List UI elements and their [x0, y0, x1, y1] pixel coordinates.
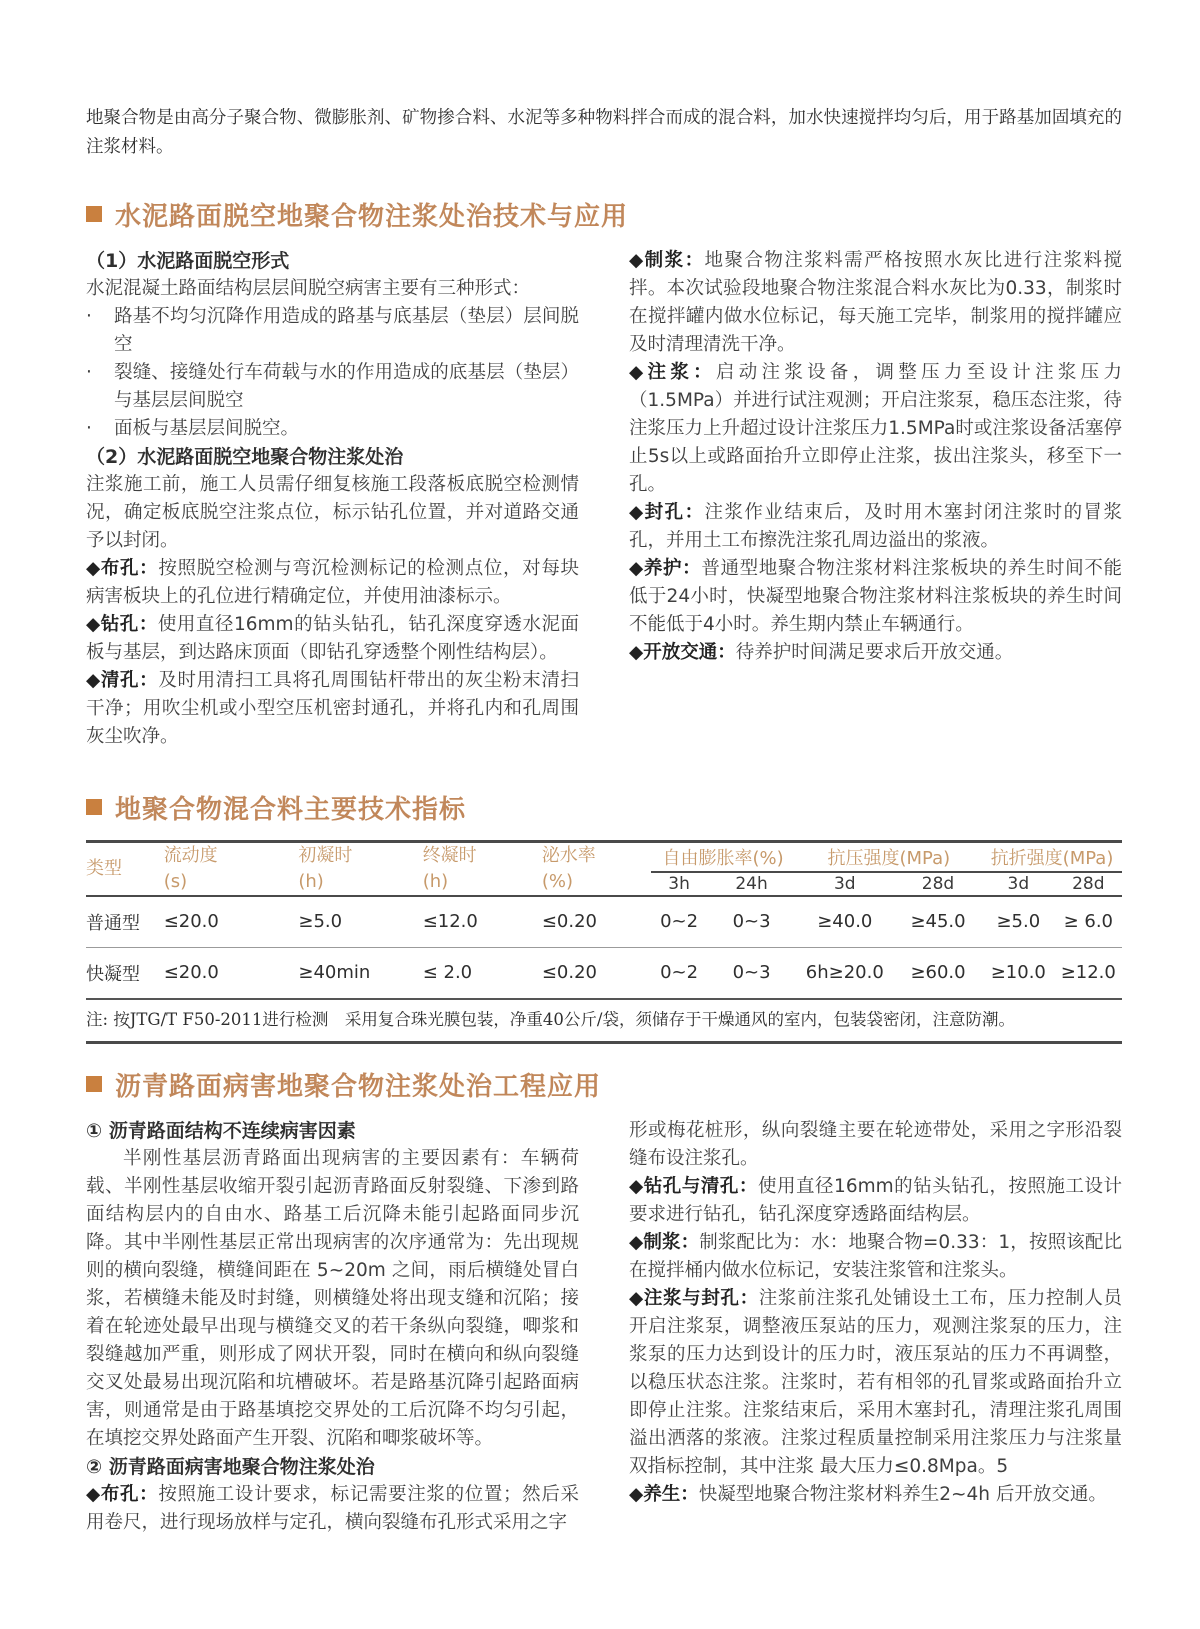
- table-cell: 0~3: [708, 947, 796, 999]
- table-cell: ≥40.0: [796, 896, 894, 948]
- section2-title: [86, 789, 1122, 826]
- section3-right-column: [629, 1117, 1122, 1537]
- table-cell: ≥5.0: [298, 896, 422, 948]
- table-subheader-cell: 3h: [651, 872, 708, 896]
- section3-columns: [86, 1117, 1122, 1537]
- table-header-cell: 泌水率 (%): [542, 841, 651, 896]
- table-cell: ≤12.0: [423, 896, 542, 948]
- section1-left-column: [86, 247, 579, 751]
- section2-title-text: 地聚合物混合料主要技术指标: [115, 794, 467, 825]
- step-paragraph: ◆布孔：按照脱空检测与弯沉检测标记的检测点位，对每块病害板块上的孔位进行精确定位，并使用油漆标示。: [86, 557, 579, 607]
- table-cell: ≥45.0: [894, 896, 982, 948]
- section3-title-text: 沥青路面病害地聚合物注浆处治工程应用: [115, 1071, 602, 1102]
- table-header-cell: 终凝时 (h): [423, 841, 542, 896]
- dot-bullet-icon: ·: [86, 361, 92, 383]
- table-group-header: 自由膨胀率(%): [651, 841, 796, 872]
- table-cell: 6h≥20.0: [796, 947, 894, 999]
- table-header-cell: 类型: [86, 841, 164, 896]
- section3-title: [86, 1066, 1122, 1103]
- spec-table-wrapper: [86, 840, 1122, 1044]
- subsection-heading: （2）水泥路面脱空地聚合物注浆处治: [86, 445, 404, 468]
- section1-columns: [86, 247, 1122, 751]
- paragraph: 形或梅花桩形，纵向裂缝主要在轮迹带处，采用之字形沿裂缝布设注浆孔。: [629, 1119, 1122, 1169]
- step-label: ◆钻孔与清孔：: [629, 1175, 758, 1197]
- table-row: [86, 896, 1122, 948]
- step-label: ◆注浆与封孔：: [629, 1287, 759, 1309]
- table-row: [86, 947, 1122, 999]
- table-cell: ≥5.0: [982, 896, 1055, 948]
- table-cell: ≤20.0: [164, 896, 299, 948]
- step-paragraph: ◆养生：快凝型地聚合物注浆材料养生2~4h 后开放交通。: [629, 1483, 1107, 1505]
- step-label: ◆钻孔：: [86, 613, 158, 635]
- step-paragraph: ◆钻孔与清孔：使用直径16mm的钻头钻孔，按照施工设计要求进行钻孔，钻孔深度穿透路面结构层。: [629, 1175, 1122, 1225]
- step-label: ◆布孔：: [86, 1483, 159, 1505]
- table-header-cell: 流动度 (s): [164, 841, 299, 896]
- table-group-header: 抗压强度(MPa): [796, 841, 982, 872]
- table-cell: 0~2: [651, 947, 708, 999]
- section1-title-text: 水泥路面脱空地聚合物注浆处治技术与应用: [115, 201, 629, 232]
- paragraph: 注浆施工前，施工人员需仔细复核施工段落板底脱空检测情况，确定板底脱空注浆点位，标示钻孔位置，并对道路交通予以封闭。: [86, 473, 579, 551]
- table-cell: 0~3: [708, 896, 796, 948]
- table-row-label: 普通型: [86, 896, 164, 948]
- step-paragraph: ◆钻孔：使用直径16mm的钻头钻孔，钻孔深度穿透水泥面板与基层，到达路床顶面（即钻孔穿透整个刚性结构层）。: [86, 613, 579, 663]
- dot-bullet-icon: ·: [86, 417, 92, 439]
- spec-table: [86, 840, 1122, 1000]
- step-label: ◆清孔：: [86, 669, 159, 691]
- paragraph: 水泥混凝土路面结构层层间脱空病害主要有三种形式：: [86, 277, 531, 299]
- step-label: ◆制浆：: [629, 1231, 700, 1253]
- table-subheader-cell: 24h: [708, 872, 796, 896]
- square-bullet-icon: [86, 1076, 102, 1092]
- step-label: ◆注浆：: [629, 361, 716, 383]
- table-cell: ≥60.0: [894, 947, 982, 999]
- step-paragraph: ◆清孔：及时用清扫工具将孔周围钻杆带出的灰尘粉末清扫干净；用吹尘机或小型空压机密封通孔，并将孔内和孔周围灰尘吹净。: [86, 669, 579, 747]
- paragraph: 半刚性基层沥青路面出现病害的主要因素有：车辆荷载、半刚性基层收缩开裂引起沥青路面反射裂缝、下渗到路面结构层内的自由水、路基工后沉降未能引起路面同步沉降。其中半刚性基层正常出现病害的次序通常为：先出现规则的横向裂缝，横缝间距在 5~20m 之间，雨后横缝处冒白浆，若横缝未能及时封缝，则横缝处将出现支缝和沉陷；接着在轮迹处最早出现与横缝交叉的若干条纵向裂缝，唧浆和裂缝越加严重，则形成了网状开裂，同时在横向和纵向裂缝交叉处最易出现沉陷和坑槽破坏。若是路基沉降引起路面病害，则通常是由于路基填挖交界处的工后沉降不均匀引起，在填挖交界处路面产生开裂、沉陷和唧浆破坏等。: [86, 1147, 579, 1449]
- step-paragraph: ◆制浆：制浆配比为：水：地聚合物=0.33：1，按照该配比在搅拌桶内做水位标记，安装注浆管和注浆头。: [629, 1231, 1122, 1281]
- step-paragraph: ◆制浆：地聚合物注浆料需严格按照水灰比进行注浆料搅拌。本次试验段地聚合物注浆混合料水灰比为0.33，制浆时在搅拌罐内做水位标记，每天施工完毕，制浆用的搅拌罐应及时清理清洗干净。: [629, 249, 1122, 355]
- step-paragraph: ◆封孔：注浆作业结束后，及时用木塞封闭注浆时的冒浆孔，并用土工布擦洗注浆孔周边溢出的浆液。: [629, 501, 1122, 551]
- table-row-label: 快凝型: [86, 947, 164, 999]
- subsection-heading: ① 沥青路面结构不连续病害因素: [86, 1119, 356, 1142]
- square-bullet-icon: [86, 206, 102, 222]
- step-label: ◆养护：: [629, 557, 702, 579]
- subsection-heading: ② 沥青路面病害地聚合物注浆处治: [86, 1455, 375, 1478]
- bullet-item: · 面板与基层层间脱空。: [86, 415, 579, 443]
- table-cell: ≥ 6.0: [1055, 896, 1122, 948]
- step-label: ◆封孔：: [629, 501, 705, 523]
- table-subheader-cell: 28d: [894, 872, 982, 896]
- section1-right-column: [629, 247, 1122, 751]
- square-bullet-icon: [86, 799, 102, 815]
- table-note: 注: 按JTG/T F50-2011进行检测 采用复合珠光膜包装，净重40公斤/袋，须储存于干燥通风的室内，包装袋密闭，注意防潮。: [86, 1000, 1122, 1044]
- table-cell: ≤0.20: [542, 947, 651, 999]
- dot-bullet-icon: ·: [86, 305, 92, 327]
- table-cell: ≤20.0: [164, 947, 299, 999]
- table-cell: ≤ 2.0: [423, 947, 542, 999]
- table-subheader-cell: 3d: [796, 872, 894, 896]
- table-header-row: [86, 841, 1122, 872]
- subsection-heading: （1）水泥路面脱空形式: [86, 249, 290, 272]
- table-subheader-cell: 3d: [982, 872, 1055, 896]
- bullet-item: · 裂缝、接缝处行车荷载与水的作用造成的底基层（垫层）与基层层间脱空: [86, 359, 579, 415]
- step-paragraph: ◆布孔：按照施工设计要求，标记需要注浆的位置；然后采用卷尺，进行现场放样与定孔，横向裂缝布孔形式采用之字: [86, 1483, 579, 1533]
- table-group-header: 抗折强度(MPa): [982, 841, 1122, 872]
- intro-paragraph: 地聚合物是由高分子聚合物、微膨胀剂、矿物掺合料、水泥等多种物料拌合而成的混合料，加水快速搅拌均匀后，用于路基加固填充的注浆材料。: [86, 107, 1122, 157]
- step-paragraph: ◆注浆：启动注浆设备，调整压力至设计注浆压力（1.5MPa）并进行试注观测；开启注浆泵，稳压态注浆，待注浆压力上升超过设计注浆压力1.5MPa时或注浆设备活塞停止5s以上或路面抬升立即停止注浆，拔出注浆头，移至下一孔。: [629, 361, 1122, 495]
- step-label: ◆开放交通：: [629, 641, 736, 663]
- table-cell: ≥40min: [298, 947, 422, 999]
- table-cell: ≥12.0: [1055, 947, 1122, 999]
- step-paragraph: ◆养护：普通型地聚合物注浆材料注浆板块的养生时间不能低于24小时，快凝型地聚合物注浆材料注浆板块的养生时间不能低于4小时。养生期内禁止车辆通行。: [629, 557, 1122, 635]
- table-subheader-cell: 28d: [1055, 872, 1122, 896]
- section3-left-column: [86, 1117, 579, 1537]
- table-cell: ≥10.0: [982, 947, 1055, 999]
- step-paragraph: ◆注浆与封孔：注浆前注浆孔处铺设土工布，压力控制人员开启注浆泵，调整液压泵站的压力，观测注浆泵的压力，注浆泵的压力达到设计的压力时，液压泵站的压力不再调整，以稳压状态注浆。注浆时，若有相邻的孔冒浆或路面抬升立即停止注浆。注浆结束后，采用木塞封孔，清理注浆孔周围溢出洒落的浆液。注浆过程质量控制采用注浆压力与注浆量双指标控制，其中注浆 最大压力≤0.8Mpa。5: [629, 1287, 1122, 1477]
- table-cell: ≤0.20: [542, 896, 651, 948]
- step-label: ◆布孔：: [86, 557, 159, 579]
- step-paragraph: ◆开放交通：待养护时间满足要求后开放交通。: [629, 641, 1014, 663]
- step-label: ◆养生：: [629, 1483, 699, 1505]
- table-cell: 0~2: [651, 896, 708, 948]
- step-label: ◆制浆：: [629, 249, 705, 271]
- section1-title: [86, 196, 1122, 233]
- table-header-cell: 初凝时 (h): [298, 841, 422, 896]
- bullet-item: · 路基不均匀沉降作用造成的路基与底基层（垫层）层间脱空: [86, 303, 579, 359]
